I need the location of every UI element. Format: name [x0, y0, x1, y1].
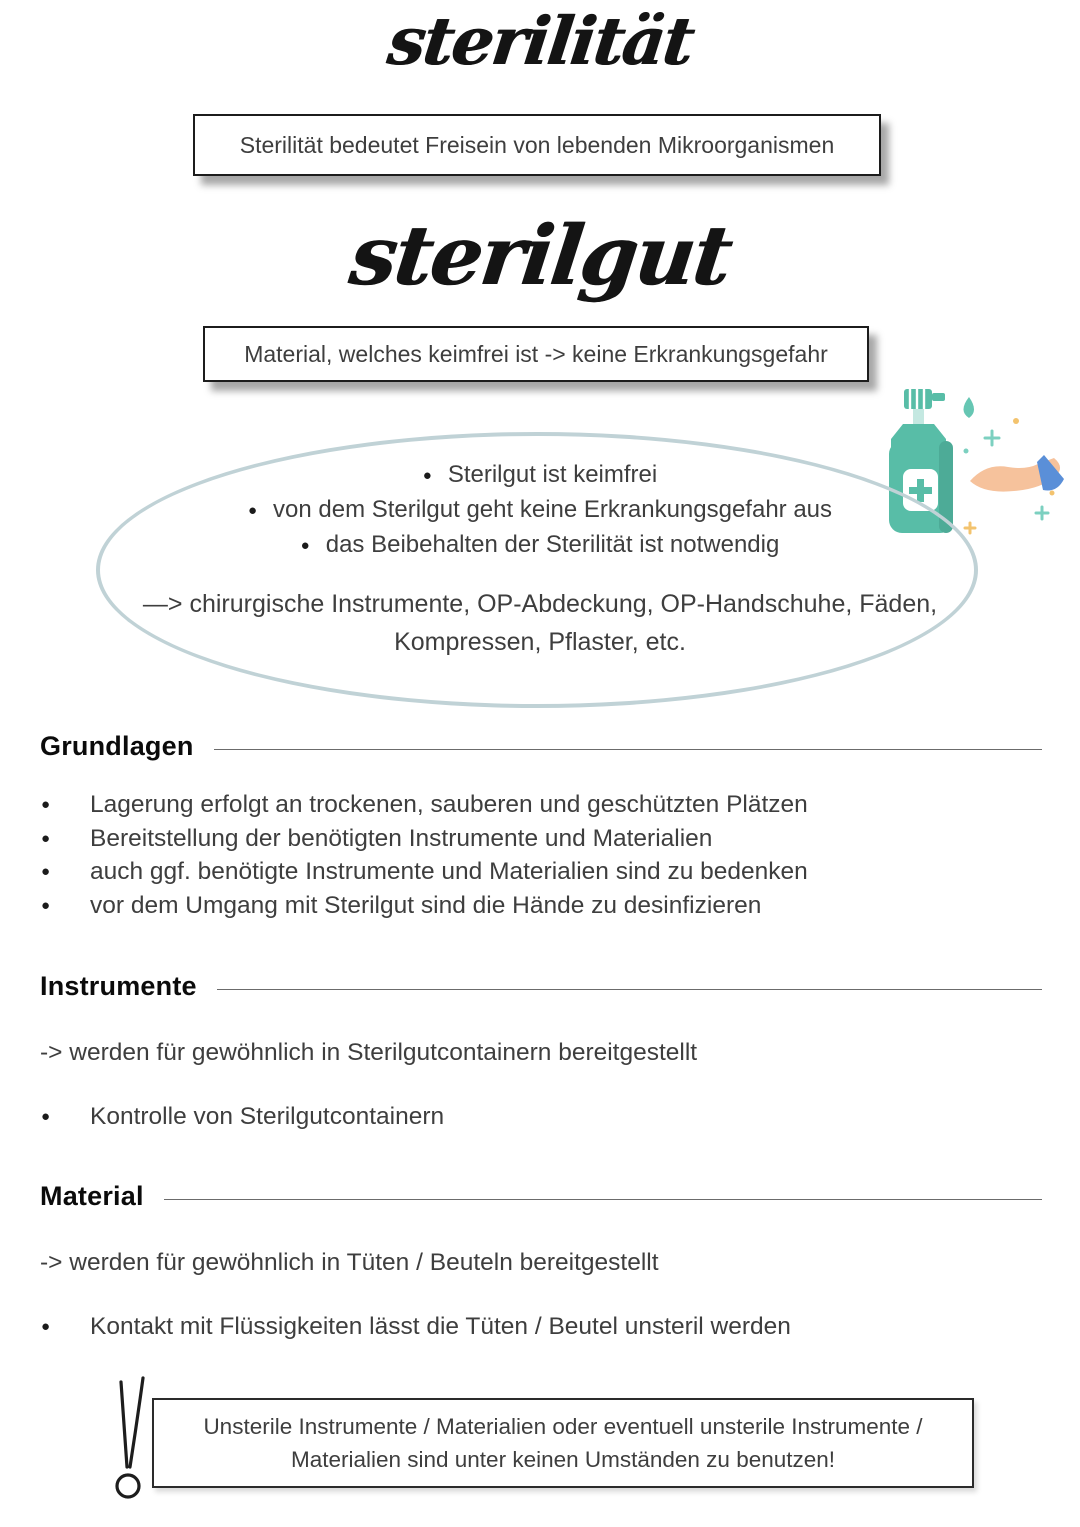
page-title-sterilgut: sterilgut [344, 208, 736, 304]
list-item: ● Lagerung erfolgt an trockenen, sauberen und geschützten Plätzen [40, 788, 1042, 822]
warning-box [152, 1398, 974, 1488]
page-title-sterilitaet: sterilität [383, 2, 697, 80]
sterilgut-oval-content [0, 458, 1080, 661]
oval-bullet-text: Sterilgut ist keimfrei [447, 461, 658, 488]
section-grundlagen [40, 731, 1042, 922]
oval-bullet-text: das Beibehalten der Sterilität ist notwendig [325, 531, 780, 558]
list-item: ● Kontrolle von Sterilgutcontainern [40, 1100, 1042, 1134]
bullet-dot-icon [423, 461, 448, 488]
definition-box-sterilitaet [193, 114, 881, 176]
bullet-dot-icon [301, 531, 326, 558]
instrumente-list [40, 1100, 1042, 1134]
list-item: ● vor dem Umgang mit Sterilgut sind die Hände zu desinfizieren [40, 889, 1042, 923]
section-heading-row [40, 1181, 1042, 1212]
section-heading-grundlagen: Grundlagen [40, 731, 194, 761]
section-material [40, 1181, 1042, 1344]
section-instrumente [40, 971, 1042, 1134]
oval-examples-line1: —> chirurgische Instrumente, OP-Abdeckung, OP-Handschuhe, Fäden, [142, 590, 938, 618]
oval-bullet-item [0, 493, 1080, 528]
section-heading-row [40, 731, 1042, 762]
oval-bullet-item [0, 458, 1080, 493]
definition-text-sterilgut: Material, welches keimfrei ist -> keine Erkrankungsgefahr [244, 340, 828, 367]
material-arrow-text: -> werden für gewöhnlich in Tüten / Beuteln bereitgestellt [40, 1249, 659, 1276]
heading-rule [214, 749, 1042, 750]
section-heading-material: Material [40, 1181, 144, 1211]
list-item: ● Kontakt mit Flüssigkeiten lässt die Tüten / Beutel unsteril werden [40, 1310, 1042, 1344]
definition-box-sterilgut [203, 326, 869, 382]
grundlagen-list [40, 788, 1042, 922]
oval-examples-line2: Kompressen, Pflaster, etc. [394, 628, 686, 656]
section-heading-instrumente: Instrumente [40, 971, 197, 1001]
oval-examples [0, 585, 1080, 661]
section-heading-row [40, 971, 1042, 1002]
list-item: ● auch ggf. benötigte Instrumente und Materialien sind zu bedenken [40, 855, 1042, 889]
bullet-dot-icon [248, 496, 273, 523]
instrumente-arrow-text: -> werden für gewöhnlich in Sterilgutcontainern bereitgestellt [40, 1039, 698, 1066]
definition-text-sterilitaet: Sterilität bedeutet Freisein von lebenden Mikroorganismen [239, 131, 835, 158]
warning-text: Unsterile Instrumente / Materialien oder eventuell unsterile Instrumente / Materialien sind unter keinen Umständen zu benutzen! [203, 1414, 923, 1472]
heading-rule [217, 989, 1042, 990]
list-item: ● Bereitstellung der benötigten Instrumente und Materialien [40, 822, 1042, 856]
oval-bullet-text: von dem Sterilgut geht keine Erkrankungsgefahr aus [273, 496, 833, 523]
oval-bullet-item [0, 528, 1080, 563]
heading-rule [164, 1199, 1042, 1200]
material-list [40, 1310, 1042, 1344]
